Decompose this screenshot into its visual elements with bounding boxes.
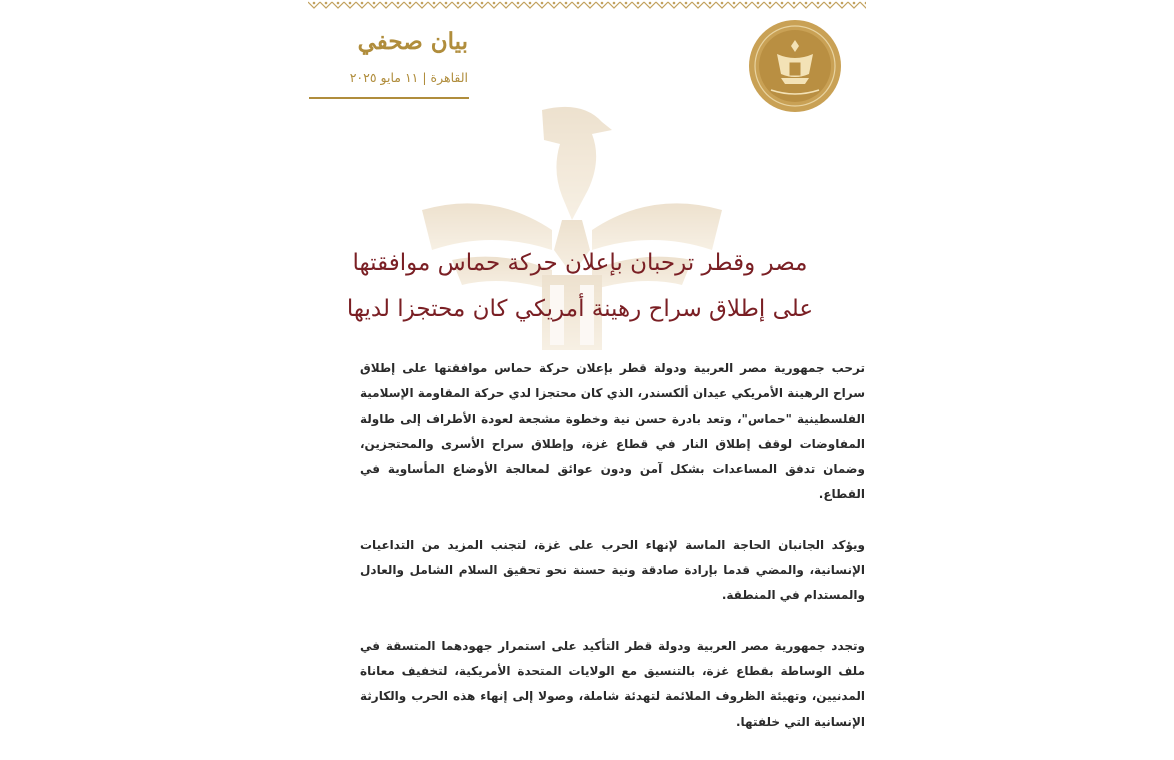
headline: مصر وقطر ترحبان بإعلان حركة حماس موافقتها على إطلاق سراح رهينة أمريكي كان محتجزا لديها (346, 250, 814, 322)
body-text (360, 356, 865, 760)
eagle-emblem-icon (747, 18, 843, 114)
decorative-border (308, 0, 866, 10)
press-release-title: بيان صحفي (357, 28, 468, 55)
paragraph: وتجدد جمهورية مصر العربية ودولة قطر التأكيد على استمرار جهودهما المتسقة في ملف الوساطة بقطاع غزة، بالتنسيق مع الولايات المتحدة الأمريكية، لتخفيف معاناة المدنيين، وتهيئة الظروف الملائمة لتهدئة شاملة، وصولا إلى إنهاء هذه الحرب والكارثة الإنسانية التي خلفتها. (360, 638, 865, 729)
paragraph: ترحب جمهورية مصر العربية ودولة قطر بإعلان حركة حماس موافقتها على إطلاق سراح الرهينة الأمريكي عيدان ألكسندر، الذي كان محتجزا لدي حركة المقاومة الإسلامية الفلسطينية "حماس"، وتعد بادرة حسن نية وخطوة مشجعة لعودة الأطراف إلى طاولة المفاوضات لوقف إطلاق النار في قطاع غزة، وإطلاق سراح الأسرى والمحتجزين، وضمان تدفق المساعدات بشكل آمن ودون عوائق لمعالجة الأوضاع المأساوية في القطاع. (360, 361, 865, 502)
dateline: القاهرة | ١١ مايو ٢٠٢٥ (349, 70, 468, 85)
header-divider (309, 97, 469, 99)
paragraph: ويؤكد الجانبان الحاجة الماسة لإنهاء الحرب على غزة، لتجنب المزيد من التداعيات الإنسانية، والمضي قدما بإرادة صادقة ونية حسنة نحو تحقيق السلام الشامل والعادل والمستدام في المنطقة. (360, 537, 865, 603)
press-release-page (300, 0, 868, 729)
